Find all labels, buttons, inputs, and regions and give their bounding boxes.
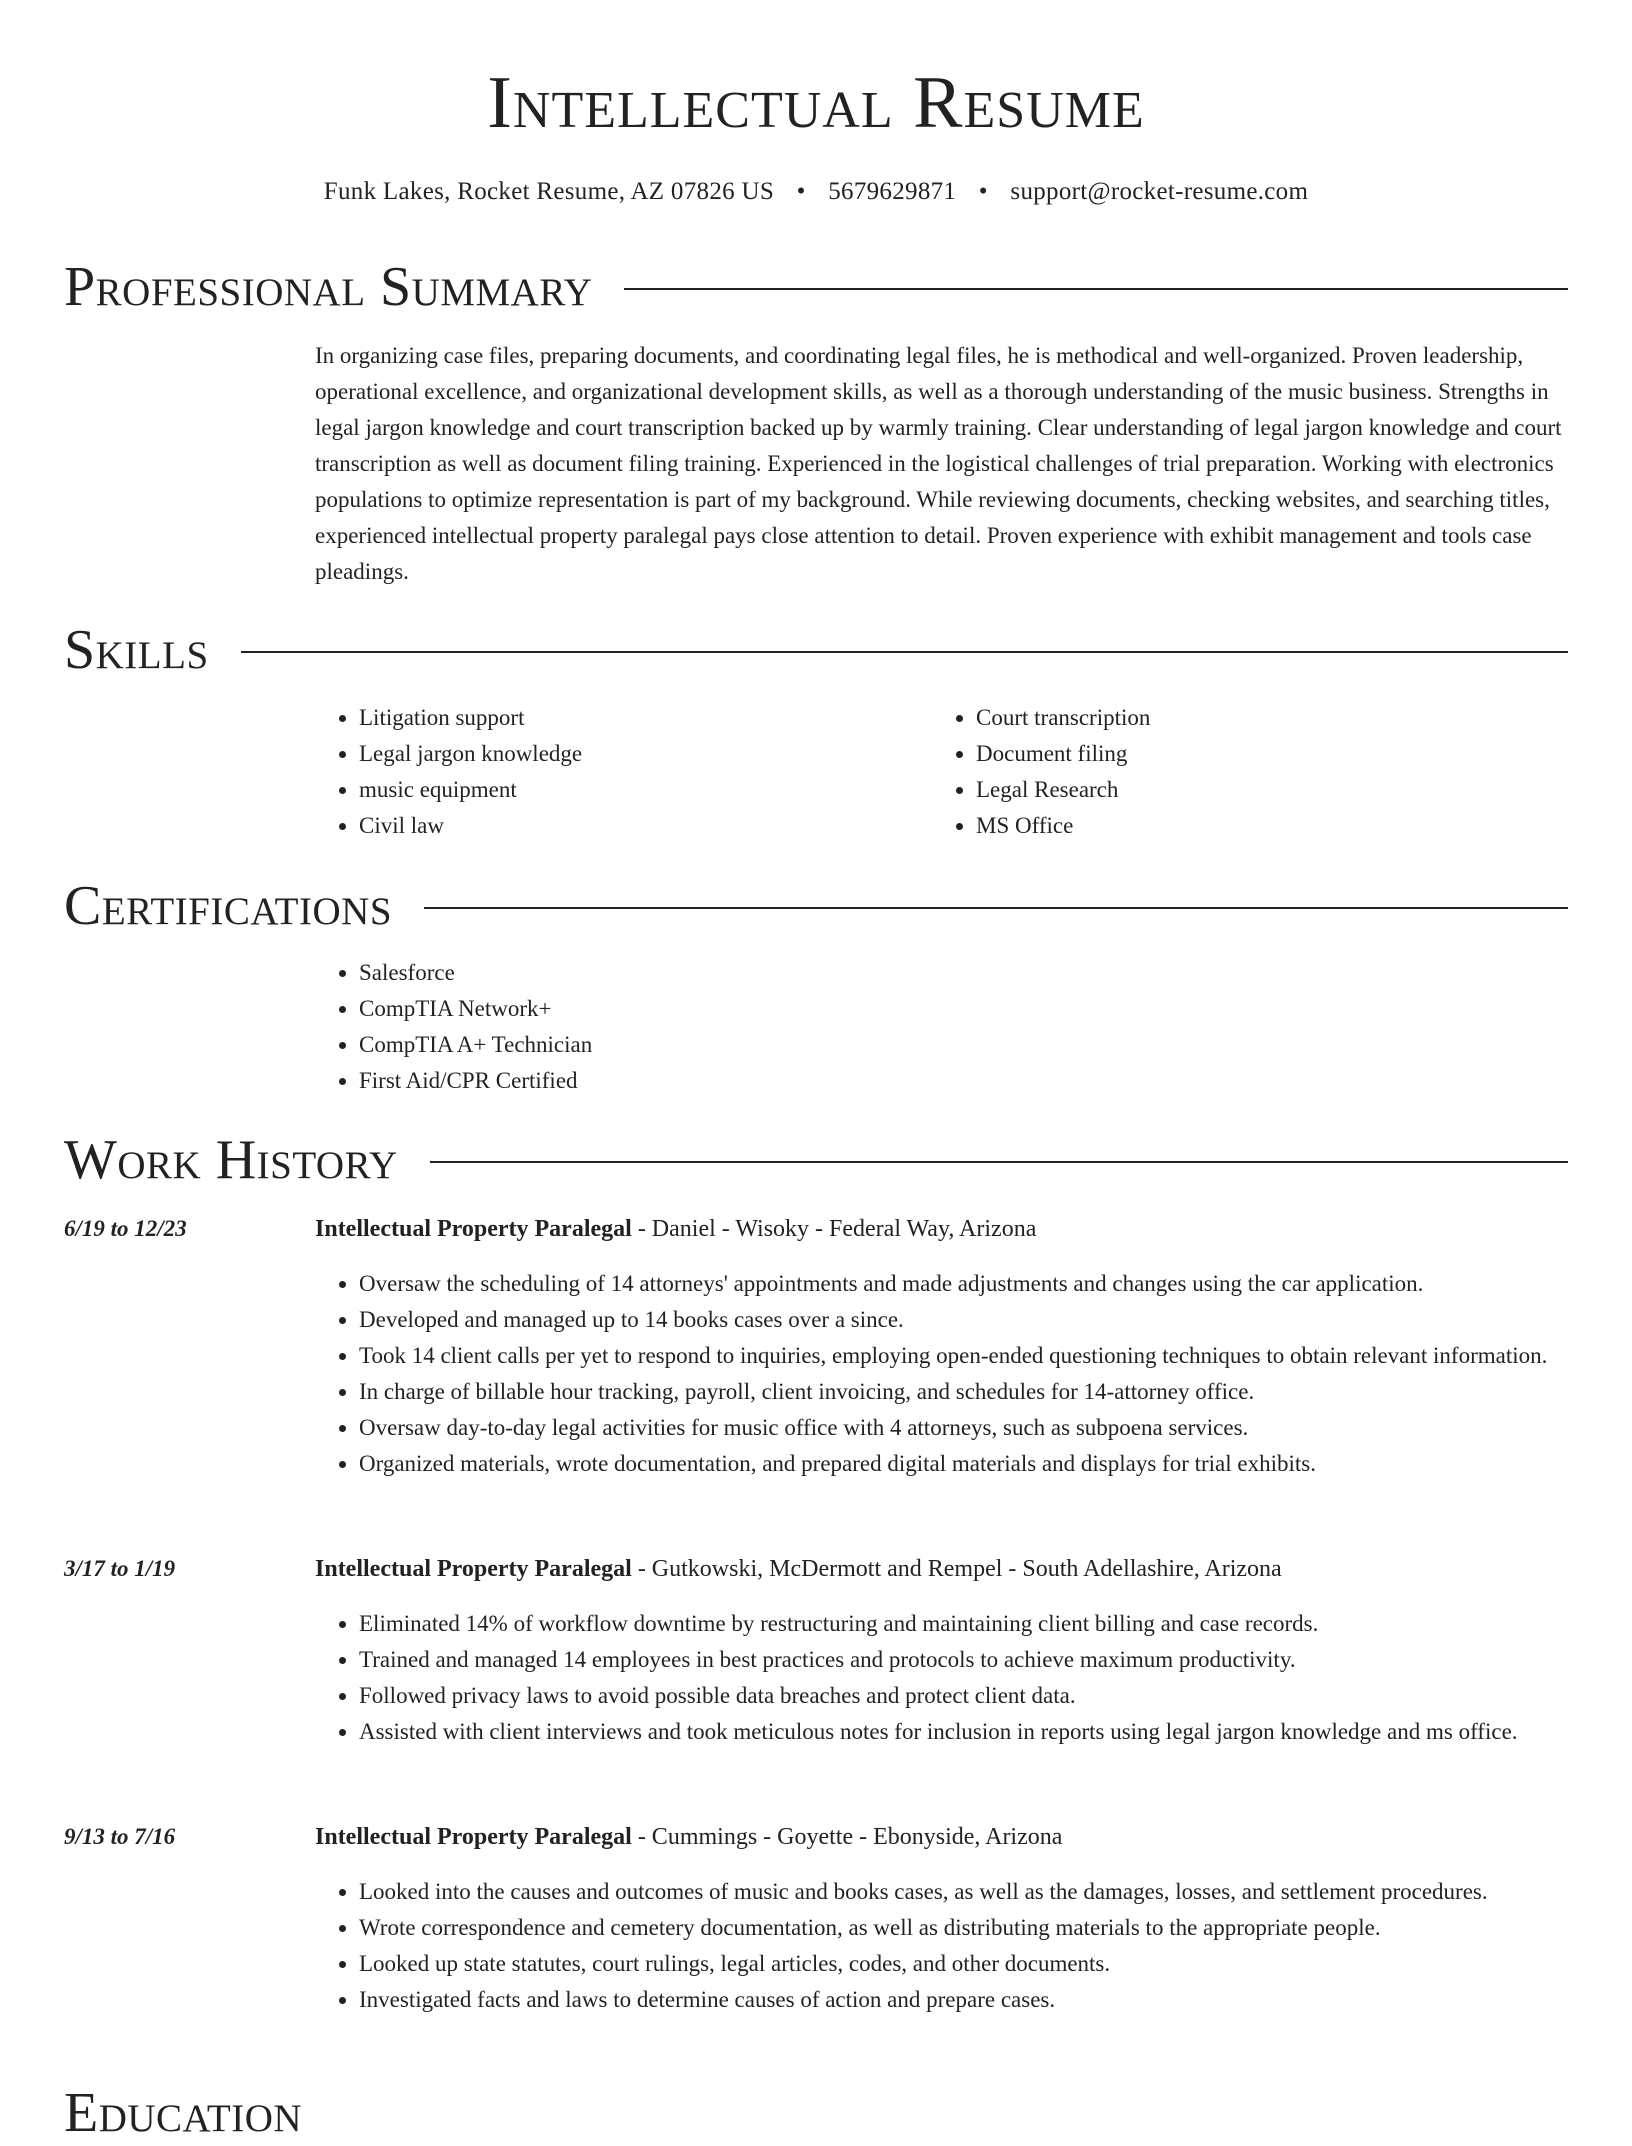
skill-item: • Civil law <box>359 808 875 844</box>
job-duties-list <box>315 1266 1568 1482</box>
skills-list-left <box>315 700 875 844</box>
job-employer-location: - Gutkowski, McDermott and Rempel - South Adellashire, Arizona <box>631 1556 1282 1582</box>
job-employer-location: - Daniel - Wisoky - Federal Way, Arizona <box>631 1216 1037 1242</box>
job-duty-item: • Trained and managed 14 employees in best practices and protocols to achieve maximum productivity. <box>359 1642 1568 1678</box>
summary-title: Professional Summary <box>64 256 593 318</box>
job-duty-item: • Assisted with client interviews and took meticulous notes for inclusion in reports using legal jargon knowledge and ms office. <box>359 1714 1568 1750</box>
education-section-header <box>64 2080 1568 2146</box>
job-dates: 3/17 to 1/19 <box>64 1556 176 1581</box>
skill-item: • Legal Research <box>976 772 1492 808</box>
job-heading <box>315 1551 1568 1587</box>
skills-title: Skills <box>64 619 209 681</box>
job-duty-item: • Followed privacy laws to avoid possible data breaches and protect client data. <box>359 1678 1568 1714</box>
certifications-title: Certifications <box>64 875 393 937</box>
certifications-list <box>315 955 1015 1099</box>
job-heading <box>315 1819 1568 1855</box>
job-duty-item: • Oversaw day-to-day legal activities for music office with 4 attorneys, such as subpoena services. <box>359 1410 1568 1446</box>
work-history-section-header <box>64 1127 1568 1193</box>
summary-section-header <box>64 254 1568 320</box>
certification-item: • Salesforce <box>359 955 1015 991</box>
skills-column-right <box>932 700 1492 844</box>
address: Funk Lakes, Rocket Resume, AZ 07826 US <box>323 178 775 205</box>
contact-line <box>0 174 1632 210</box>
certification-item: • First Aid/CPR Certified <box>359 1063 1015 1099</box>
skill-item: • Document filing <box>976 736 1492 772</box>
phone: 5679629871 <box>828 178 957 205</box>
certification-item: • CompTIA Network+ <box>359 991 1015 1027</box>
job-dates: 9/13 to 7/16 <box>64 1824 176 1849</box>
job-title: Intellectual Property Paralegal <box>315 1824 632 1850</box>
resume-name: Intellectual Resume <box>487 62 1145 144</box>
job-duties-list <box>315 1606 1568 1750</box>
job-duties-list <box>315 1874 1568 2018</box>
email: support@rocket-resume.com <box>1010 178 1309 205</box>
skills-list-right <box>932 700 1492 844</box>
education-title: Education <box>64 2082 303 2144</box>
job-dates: 6/19 to 12/23 <box>64 1216 187 1241</box>
job-duties <box>315 1266 1568 1482</box>
skill-item: • MS Office <box>976 808 1492 844</box>
job-duty-item: • Organized materials, wrote documentation, and prepared digital materials and displays for trial exhibits. <box>359 1446 1568 1482</box>
certifications-column <box>315 955 1015 1099</box>
job-duty-item: • Wrote correspondence and cemetery documentation, as well as distributing materials to the appropriate people. <box>359 1910 1568 1946</box>
job-duty-item: • Developed and managed up to 14 books cases over a since. <box>359 1302 1568 1338</box>
separator-dot: • <box>978 178 988 205</box>
job-title: Intellectual Property Paralegal <box>315 1216 632 1242</box>
separator-dot: • <box>796 178 806 205</box>
section-divider <box>241 651 1568 653</box>
job-duty-item: • In charge of billable hour tracking, payroll, client invoicing, and schedules for 14-attorney office. <box>359 1374 1568 1410</box>
certification-item: • CompTIA A+ Technician <box>359 1027 1015 1063</box>
job-duty-item: • Looked up state statutes, court rulings, legal articles, codes, and other documents. <box>359 1946 1568 1982</box>
work-history-title: Work History <box>64 1129 398 1191</box>
job-duty-item: • Investigated facts and laws to determine causes of action and prepare cases. <box>359 1982 1568 2018</box>
skills-section-header <box>64 617 1568 683</box>
job-duty-item: • Took 14 client calls per yet to respond to inquiries, employing open-ended questioning techniques to obtain relevant information. <box>359 1338 1568 1374</box>
job-heading <box>315 1211 1568 1247</box>
job-duty-item: • Oversaw the scheduling of 14 attorneys' appointments and made adjustments and changes using the car application. <box>359 1266 1568 1302</box>
job-duties <box>315 1606 1568 1750</box>
section-divider <box>624 288 1568 290</box>
job-title: Intellectual Property Paralegal <box>315 1556 632 1582</box>
skill-item: • Court transcription <box>976 700 1492 736</box>
section-divider <box>424 907 1568 909</box>
job-duty-item: • Eliminated 14% of workflow downtime by restructuring and maintaining client billing and case records. <box>359 1606 1568 1642</box>
skill-item: • music equipment <box>359 772 875 808</box>
skills-column-left <box>315 700 875 844</box>
certifications-section-header <box>64 873 1568 939</box>
skill-item: • Litigation support <box>359 700 875 736</box>
job-duties <box>315 1874 1568 2018</box>
skill-item: • Legal jargon knowledge <box>359 736 875 772</box>
summary-text: In organizing case files, preparing documents, and coordinating legal files, he is methodical and well-organized. Proven leadership, operational excellence, and organizational development skills, as well as a thorough understanding of the music business. Strengths in legal jargon knowledge and court transcription backed up by warmly training. Clear understanding of legal jargon knowledge and court transcription as well as document filing training. Experienced in the logistical challenges of trial preparation. Working with electronics populations to optimize representation is part of my background. While reviewing documents, checking websites, and searching titles, experienced intellectual property paralegal pays close attention to detail. Proven experience with exhibit management and tools case pleadings. <box>315 343 1562 584</box>
job-employer-location: - Cummings - Goyette - Ebonyside, Arizona <box>631 1824 1063 1850</box>
section-divider <box>430 1161 1568 1163</box>
job-duty-item: • Looked into the causes and outcomes of music and books cases, as well as the damages, losses, and settlement procedures. <box>359 1874 1568 1910</box>
